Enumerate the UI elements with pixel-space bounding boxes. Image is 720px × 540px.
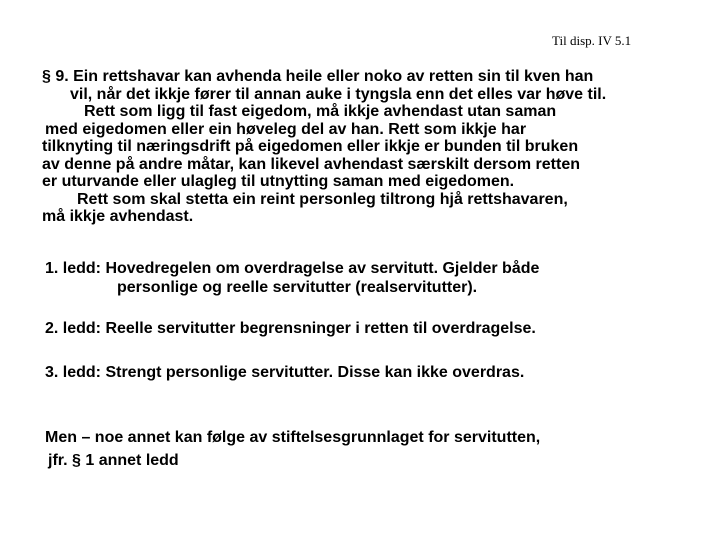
law-line: Rett som ligg til fast eigedom, må ikkje avhendast utan saman [84, 103, 557, 120]
law-line: av denne på andre måtar, kan likevel avhendast særskilt dersom retten [42, 155, 581, 173]
law-line: med eigedomen eller ein høveleg del av han. Rett som ikkje har [45, 120, 527, 138]
note-ledd-1: 1. ledd: Hovedregelen om overdragelse av servitutt. Gjelder både [45, 260, 540, 277]
page-reference: Til disp. IV 5.1 [552, 33, 632, 48]
law-line: tilknyting til næringsdrift på eigedomen eller ikkje er bunden til bruken [42, 138, 579, 155]
note-ledd-1-continuation: personlige og reelle servitutter (realservitutter). [117, 279, 478, 296]
law-line: vil, når det ikkje fører til annan auke i tyngsla enn det elles var høve til. [70, 85, 607, 103]
conclusion-text: Men – noe annet kan følge av stiftelsesgrunnlaget for servitutten, [45, 429, 541, 446]
note-ledd-2: 2. ledd: Reelle servitutter begrensninger i retten til overdragelse. [45, 320, 536, 337]
law-line: er uturvande eller ulagleg til utnytting saman med eigedomen. [42, 173, 515, 190]
law-line: Rett som skal stetta ein reint personleg tiltrong hjå rettshavaren, [77, 190, 568, 208]
law-line: § 9. Ein rettshavar kan avhenda heile eller noko av retten sin til kven han [42, 68, 594, 85]
conclusion-reference: jfr. § 1 annet ledd [48, 452, 179, 469]
note-ledd-3: 3. ledd: Strengt personlige servitutter. Disse kan ikke overdras. [45, 364, 525, 381]
law-text-block [40, 68, 690, 226]
law-line: må ikkje avhendast. [42, 208, 194, 225]
